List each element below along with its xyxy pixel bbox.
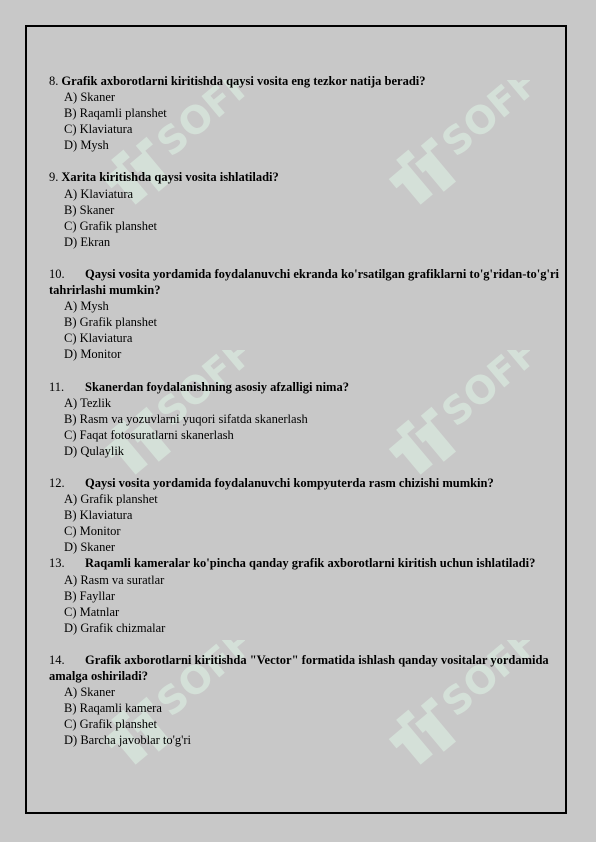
question-number: 8. [49, 74, 59, 88]
answer-option: D) Qulaylik [64, 443, 125, 458]
answer-option: D) Ekran [64, 234, 111, 249]
answer-option: B) Raqamli kamera [64, 701, 162, 716]
question-number: 12. [49, 475, 65, 490]
answer-option: C) Matnlar [64, 604, 120, 619]
svg-text:SOFF: SOFF [148, 350, 245, 435]
question-8 [49, 73, 559, 153]
answer-option: C) Klaviatura [64, 331, 133, 346]
answer-option: B) Grafik planshet [64, 315, 158, 330]
question-text: Raqamli kameralar ko'pincha qanday grafik axborotlarni kiritish uchun ishlatiladi? [85, 556, 536, 571]
answer-option: D) Grafik chizmalar [64, 620, 166, 635]
answer-option: C) Klaviatura [64, 122, 133, 137]
question-number: 10. [49, 266, 65, 281]
question-text: Xarita kiritishda qaysi vosita ishlatiladi? [61, 170, 279, 185]
svg-text:SOFF: SOFF [433, 640, 530, 725]
question-number: 9. [49, 170, 59, 185]
question-12 [49, 475, 559, 555]
question-number: 13. [49, 556, 65, 571]
svg-text:SOFF: SOFF [433, 80, 530, 165]
svg-text:SOFF: SOFF [148, 640, 245, 725]
answer-option: D) Barcha javoblar to'g'ri [64, 733, 192, 748]
answer-option: B) Raqamli planshet [64, 106, 167, 121]
answer-option: C) Grafik planshet [64, 717, 158, 732]
answer-option: D) Skaner [64, 540, 116, 555]
answer-option: B) Skaner [64, 202, 115, 217]
answer-option: B) Rasm va yozuvlarni yuqori sifatda skanerlash [64, 411, 308, 426]
answer-option: A) Rasm va suratlar [64, 572, 165, 587]
answer-option: A) Skaner [64, 90, 116, 105]
question-text: Grafik axborotlarni kiritishda "Vector" formatida ishlash qanday vositalar yordamida amalga oshiriladi? [49, 652, 549, 683]
answer-option: C) Grafik planshet [64, 218, 158, 233]
answer-option: A) Klaviatura [64, 186, 134, 201]
answer-option: C) Monitor [64, 524, 121, 539]
question-text: Qaysi vosita yordamida foydalanuvchi kompyuterda rasm chizishi mumkin? [85, 475, 494, 490]
answer-option: C) Faqat fotosuratlarni skanerlash [64, 427, 234, 442]
question-13 [49, 555, 559, 635]
answer-option: A) Skaner [64, 685, 116, 700]
question-list [49, 73, 559, 748]
question-10 [49, 266, 559, 363]
question-14 [49, 652, 559, 749]
svg-text:SOFF: SOFF [433, 350, 530, 435]
answer-option: A) Grafik planshet [64, 492, 158, 507]
svg-text:SOFF: SOFF [148, 80, 245, 165]
answer-option: A) Mysh [64, 299, 109, 314]
question-9 [49, 169, 559, 249]
question-number: 14. [49, 652, 65, 667]
answer-option: B) Fayllar [64, 588, 116, 603]
answer-option: A) Tezlik [64, 395, 112, 410]
answer-option: D) Monitor [64, 347, 122, 362]
question-text: Grafik axborotlarni kiritishda qaysi vosita eng tezkor natija beradi? [61, 74, 426, 88]
question-11 [49, 379, 559, 459]
question-text: Qaysi vosita yordamida foydalanuvchi ekranda ko'rsatilgan grafiklarni to'g'ridan-to'g'ri tahrirlashi mumkin? [49, 266, 559, 298]
answer-option: D) Mysh [64, 138, 109, 153]
question-number: 11. [49, 379, 65, 394]
answer-option: B) Klaviatura [64, 508, 133, 523]
question-text: Skanerdan foydalanishning asosiy afzalligi nima? [85, 379, 349, 394]
